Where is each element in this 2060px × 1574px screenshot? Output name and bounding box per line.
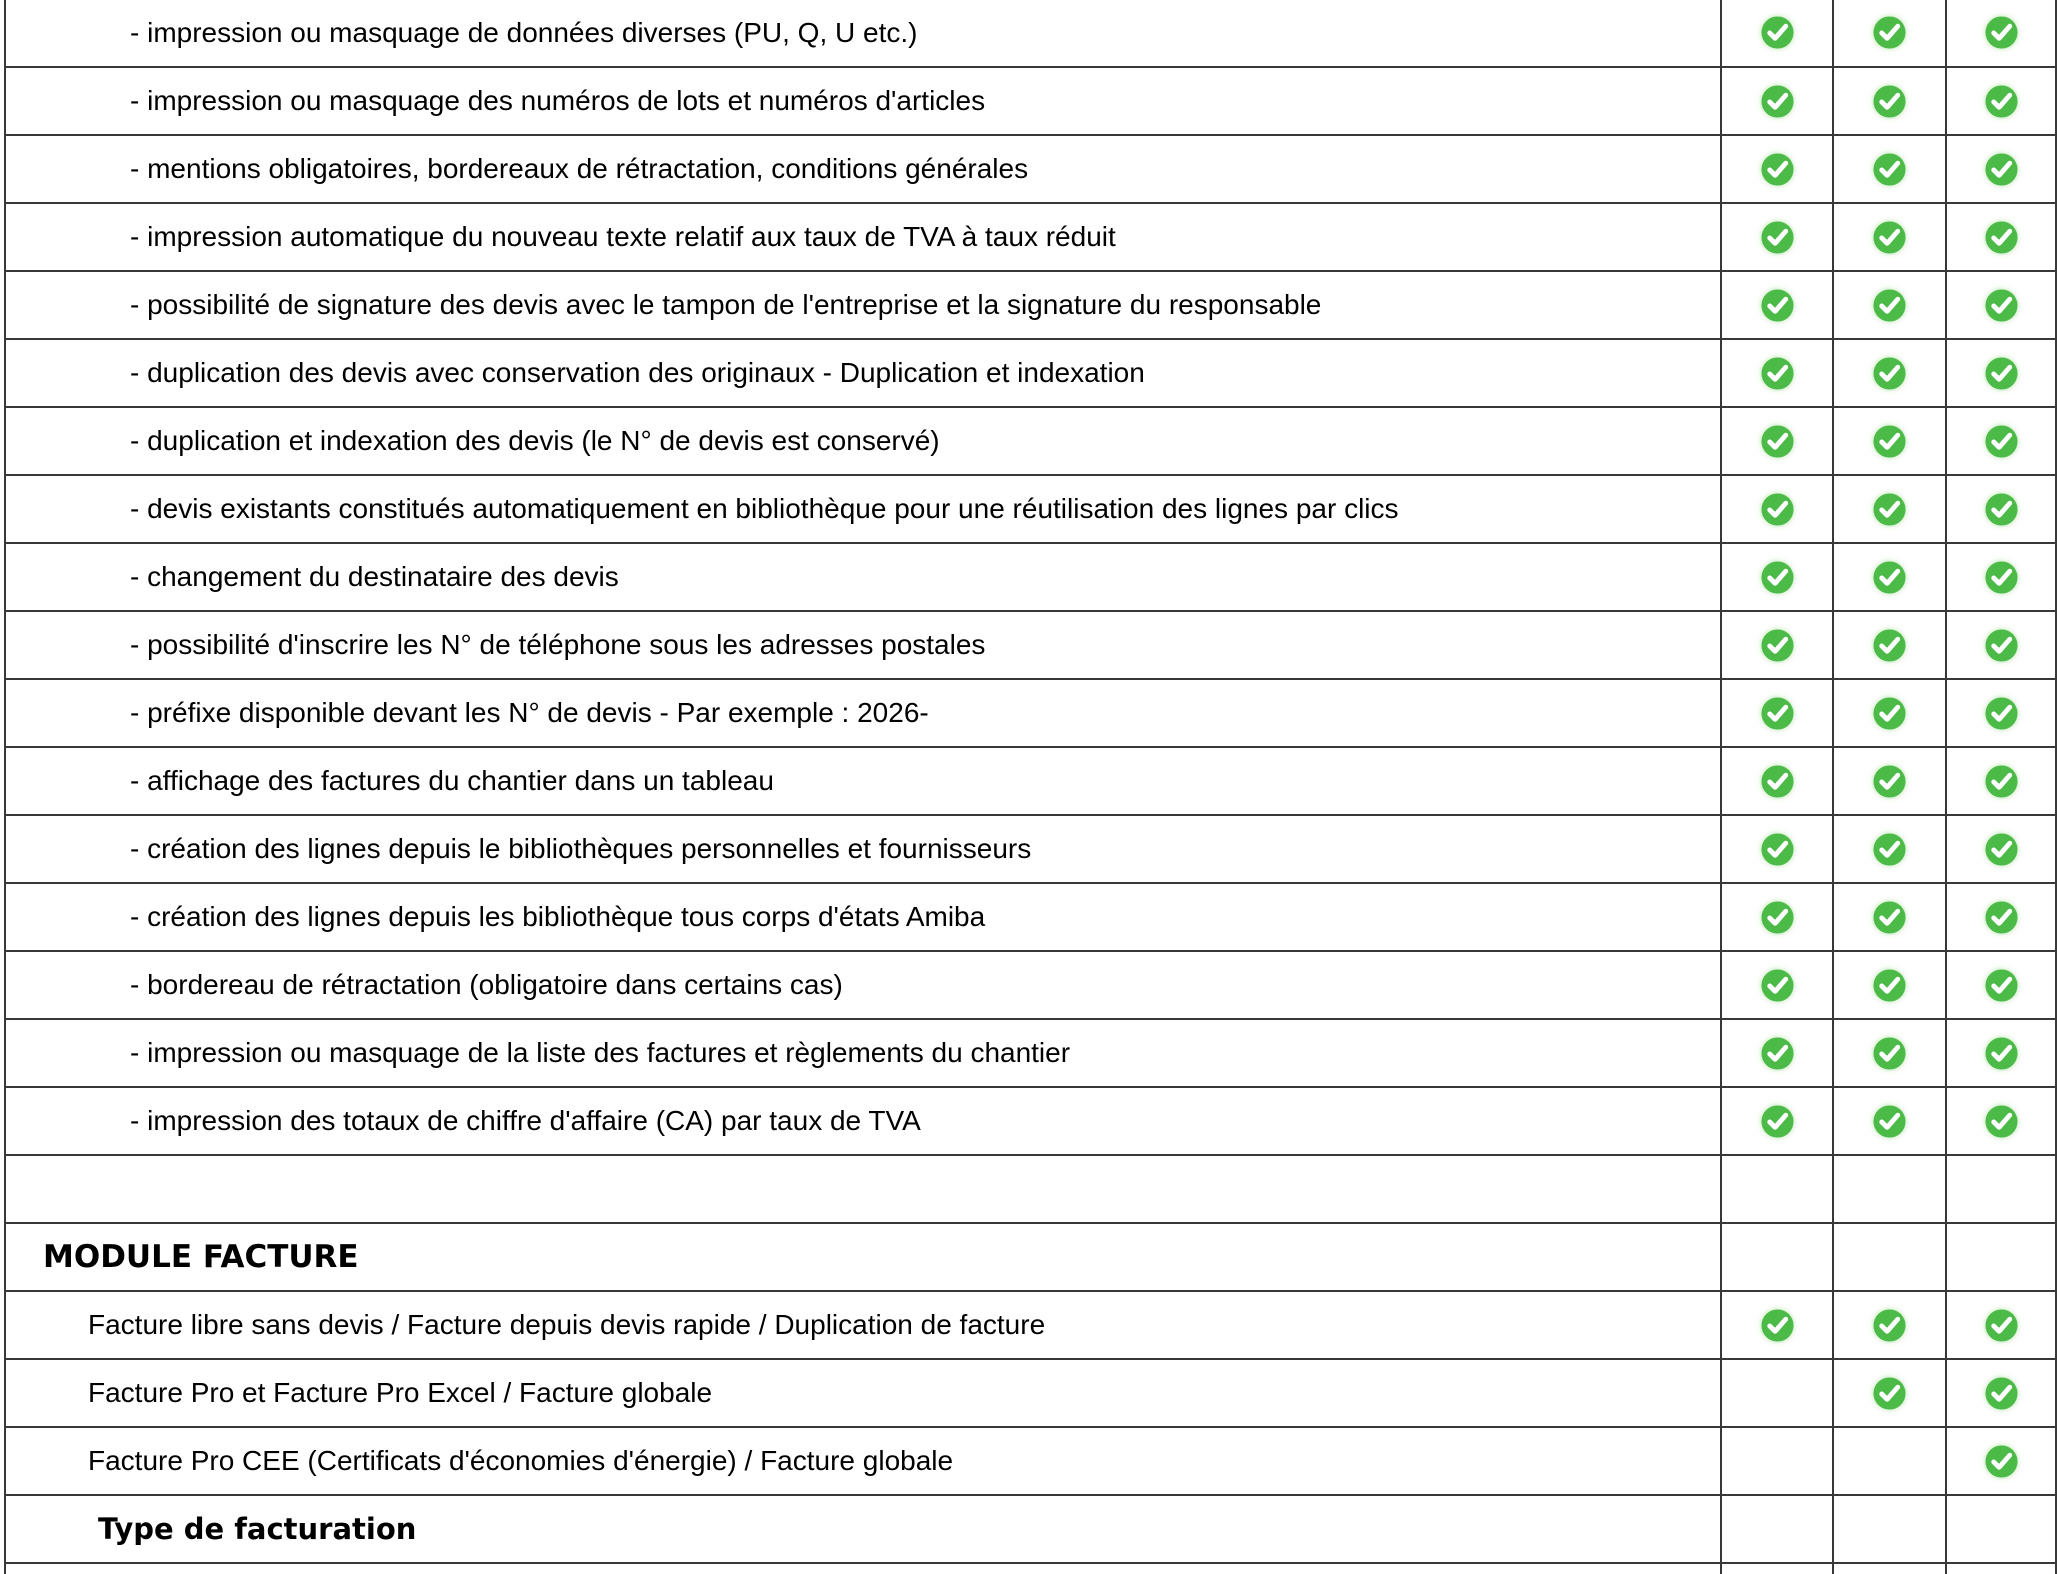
check-icon — [1984, 832, 2019, 867]
plan-2-cell — [1833, 815, 1946, 883]
row-label: - mentions obligatoires, bordereaux de rétractation, conditions générales — [130, 153, 1029, 184]
plan-2-cell — [1833, 747, 1946, 815]
check-icon — [1872, 628, 1907, 663]
plan-1-cell — [1721, 1223, 1833, 1291]
plan-3-cell — [1946, 679, 2056, 747]
feature-label-cell — [5, 0, 1721, 67]
plan-1-cell — [1721, 0, 1833, 67]
check-icon — [1872, 1036, 1907, 1071]
row-label: Type de facturation — [98, 1512, 417, 1546]
row-label: Facture Pro CEE (Certificats d'économies d'énergie) / Facture globale — [88, 1445, 954, 1476]
plan-1-cell — [1721, 543, 1833, 611]
check-icon — [1760, 1104, 1795, 1139]
check-icon — [1872, 696, 1907, 731]
check-icon — [1984, 696, 2019, 731]
feature-label-cell — [5, 1223, 1721, 1291]
table-row — [5, 407, 2056, 475]
plan-1-cell — [1721, 1427, 1833, 1495]
table-row — [5, 1495, 2056, 1563]
feature-label-cell — [5, 1563, 1721, 1574]
feature-label-cell — [5, 475, 1721, 543]
check-icon — [1872, 1308, 1907, 1343]
plan-3-cell — [1946, 1359, 2056, 1427]
feature-label-cell — [5, 1155, 1721, 1223]
feature-label-cell — [5, 271, 1721, 339]
plan-1-cell — [1721, 339, 1833, 407]
plan-1-cell — [1721, 1495, 1833, 1563]
check-icon — [1760, 424, 1795, 459]
check-icon — [1760, 1036, 1795, 1071]
check-icon — [1872, 220, 1907, 255]
feature-label-cell — [5, 67, 1721, 135]
plan-2-cell — [1833, 1019, 1946, 1087]
feature-label-cell — [5, 1087, 1721, 1155]
row-label: - impression des totaux de chiffre d'affaire (CA) par taux de TVA — [130, 1105, 921, 1136]
table-row — [5, 679, 2056, 747]
table-row — [5, 339, 2056, 407]
check-icon — [1984, 1104, 2019, 1139]
feature-label-cell — [5, 815, 1721, 883]
feature-label-cell — [5, 1291, 1721, 1359]
check-icon — [1984, 1036, 2019, 1071]
plan-3-cell — [1946, 815, 2056, 883]
row-label: - possibilité de signature des devis avec le tampon de l'entreprise et la signature du responsable — [130, 289, 1322, 320]
plan-2-cell — [1833, 1495, 1946, 1563]
table-row — [5, 1359, 2056, 1427]
plan-3-cell — [1946, 203, 2056, 271]
table-row — [5, 747, 2056, 815]
check-icon — [1872, 15, 1907, 50]
plan-2-cell — [1833, 1223, 1946, 1291]
plan-2-cell — [1833, 1155, 1946, 1223]
check-icon — [1872, 356, 1907, 391]
check-icon — [1984, 84, 2019, 119]
row-label: - impression ou masquage de données diverses (PU, Q, U etc.) — [130, 16, 918, 48]
plan-2-cell — [1833, 0, 1946, 67]
check-icon — [1872, 152, 1907, 187]
check-icon — [1872, 832, 1907, 867]
plan-2-cell — [1833, 883, 1946, 951]
plan-2-cell — [1833, 1563, 1946, 1574]
table-row — [5, 543, 2056, 611]
table-row — [5, 271, 2056, 339]
check-icon — [1984, 1376, 2019, 1411]
plan-1-cell — [1721, 883, 1833, 951]
check-icon — [1760, 288, 1795, 323]
table-row — [5, 1019, 2056, 1087]
table-row — [5, 951, 2056, 1019]
feature-label-cell — [5, 543, 1721, 611]
feature-label-cell — [5, 1495, 1721, 1563]
feature-label-cell — [5, 1019, 1721, 1087]
plan-1-cell — [1721, 1087, 1833, 1155]
plan-1-cell — [1721, 1359, 1833, 1427]
plan-3-cell — [1946, 67, 2056, 135]
feature-label-cell — [5, 883, 1721, 951]
plan-3-cell — [1946, 1291, 2056, 1359]
row-label: - possibilité d'inscrire les N° de téléphone sous les adresses postales — [130, 629, 986, 660]
check-icon — [1984, 1308, 2019, 1343]
plan-1-cell — [1721, 1019, 1833, 1087]
check-icon — [1760, 968, 1795, 1003]
row-label: - impression ou masquage de la liste des factures et règlements du chantier — [130, 1037, 1071, 1068]
table-row — [5, 611, 2056, 679]
table-row — [5, 883, 2056, 951]
check-icon — [1984, 968, 2019, 1003]
check-icon — [1872, 764, 1907, 799]
row-label: - changement du destinataire des devis — [130, 561, 619, 592]
check-icon — [1760, 152, 1795, 187]
row-label: - création des lignes depuis le bibliothèques personnelles et fournisseurs — [130, 833, 1032, 864]
check-icon — [1760, 1308, 1795, 1343]
row-label: Facture Pro et Facture Pro Excel / Facture globale — [88, 1377, 713, 1408]
table-row — [5, 1291, 2056, 1359]
plan-2-cell — [1833, 1359, 1946, 1427]
plan-3-cell — [1946, 1223, 2056, 1291]
feature-comparison-table — [4, 0, 2057, 1574]
check-icon — [1760, 628, 1795, 663]
plan-2-cell — [1833, 1087, 1946, 1155]
check-icon — [1984, 356, 2019, 391]
plan-3-cell — [1946, 339, 2056, 407]
row-label: - préfixe disponible devant les N° de devis - Par exemple : 2026- — [130, 697, 929, 728]
plan-2-cell — [1833, 271, 1946, 339]
plan-3-cell — [1946, 475, 2056, 543]
table-row — [5, 1155, 2056, 1223]
feature-label-cell — [5, 951, 1721, 1019]
check-icon — [1872, 1104, 1907, 1139]
plan-1-cell — [1721, 135, 1833, 203]
row-label: - création des lignes depuis les bibliothèque tous corps d'états Amiba — [130, 901, 986, 932]
check-icon — [1760, 832, 1795, 867]
check-icon — [1984, 15, 2019, 50]
plan-3-cell — [1946, 271, 2056, 339]
check-icon — [1984, 764, 2019, 799]
check-icon — [1760, 560, 1795, 595]
table-row — [5, 815, 2056, 883]
check-icon — [1984, 288, 2019, 323]
plan-3-cell — [1946, 1087, 2056, 1155]
check-icon — [1760, 492, 1795, 527]
check-icon — [1760, 900, 1795, 935]
plan-2-cell — [1833, 67, 1946, 135]
table-row — [5, 475, 2056, 543]
check-icon — [1872, 288, 1907, 323]
check-icon — [1984, 492, 2019, 527]
table-row — [5, 1563, 2056, 1574]
feature-label-cell — [5, 407, 1721, 475]
plan-3-cell — [1946, 951, 2056, 1019]
plan-1-cell — [1721, 815, 1833, 883]
plan-3-cell — [1946, 407, 2056, 475]
row-label: - duplication des devis avec conservation des originaux - Duplication et indexation — [130, 357, 1145, 388]
check-icon — [1984, 152, 2019, 187]
check-icon — [1760, 15, 1795, 50]
plan-1-cell — [1721, 271, 1833, 339]
check-icon — [1760, 220, 1795, 255]
check-icon — [1760, 764, 1795, 799]
check-icon — [1984, 220, 2019, 255]
plan-3-cell — [1946, 611, 2056, 679]
check-icon — [1760, 356, 1795, 391]
plan-1-cell — [1721, 611, 1833, 679]
plan-1-cell — [1721, 475, 1833, 543]
table-row — [5, 0, 2056, 67]
feature-label-cell — [5, 679, 1721, 747]
plan-1-cell — [1721, 1155, 1833, 1223]
feature-label-cell — [5, 1427, 1721, 1495]
plan-2-cell — [1833, 543, 1946, 611]
check-icon — [1872, 492, 1907, 527]
plan-1-cell — [1721, 747, 1833, 815]
plan-3-cell — [1946, 1495, 2056, 1563]
plan-2-cell — [1833, 611, 1946, 679]
check-icon — [1984, 900, 2019, 935]
row-label: - devis existants constitués automatiquement en bibliothèque pour une réutilisation des lignes par clics — [130, 493, 1399, 524]
check-icon — [1872, 424, 1907, 459]
plan-1-cell — [1721, 203, 1833, 271]
plan-3-cell — [1946, 1019, 2056, 1087]
check-icon — [1760, 84, 1795, 119]
plan-2-cell — [1833, 135, 1946, 203]
plan-3-cell — [1946, 543, 2056, 611]
plan-3-cell — [1946, 135, 2056, 203]
row-label: - affichage des factures du chantier dans un tableau — [130, 765, 774, 796]
plan-2-cell — [1833, 339, 1946, 407]
feature-label-cell — [5, 135, 1721, 203]
plan-2-cell — [1833, 1291, 1946, 1359]
feature-label-cell — [5, 339, 1721, 407]
check-icon — [1984, 628, 2019, 663]
plan-2-cell — [1833, 679, 1946, 747]
row-label: - bordereau de rétractation (obligatoire dans certains cas) — [130, 969, 843, 1000]
plan-3-cell — [1946, 883, 2056, 951]
feature-label-cell — [5, 203, 1721, 271]
plan-1-cell — [1721, 1563, 1833, 1574]
plan-2-cell — [1833, 951, 1946, 1019]
table-row — [5, 67, 2056, 135]
feature-label-cell — [5, 747, 1721, 815]
plan-1-cell — [1721, 679, 1833, 747]
feature-label-cell — [5, 1359, 1721, 1427]
check-icon — [1984, 1444, 2019, 1479]
plan-3-cell — [1946, 1427, 2056, 1495]
table-row — [5, 1223, 2056, 1291]
row-label: - duplication et indexation des devis (le N° de devis est conservé) — [130, 425, 940, 456]
check-icon — [1760, 696, 1795, 731]
plan-2-cell — [1833, 203, 1946, 271]
plan-3-cell — [1946, 1563, 2056, 1574]
check-icon — [1872, 560, 1907, 595]
plan-3-cell — [1946, 747, 2056, 815]
row-label: - impression automatique du nouveau texte relatif aux taux de TVA à taux réduit — [130, 221, 1116, 252]
plan-2-cell — [1833, 407, 1946, 475]
table-row — [5, 135, 2056, 203]
plan-1-cell — [1721, 407, 1833, 475]
row-label: - impression ou masquage des numéros de lots et numéros d'articles — [130, 85, 986, 116]
row-label: MODULE FACTURE — [43, 1239, 359, 1275]
table-row — [5, 1087, 2056, 1155]
plan-1-cell — [1721, 951, 1833, 1019]
plan-1-cell — [1721, 67, 1833, 135]
check-icon — [1984, 424, 2019, 459]
plan-2-cell — [1833, 1427, 1946, 1495]
plan-2-cell — [1833, 475, 1946, 543]
plan-3-cell — [1946, 0, 2056, 67]
check-icon — [1984, 560, 2019, 595]
check-icon — [1872, 968, 1907, 1003]
table-row — [5, 203, 2056, 271]
plan-3-cell — [1946, 1155, 2056, 1223]
row-label: Facture libre sans devis / Facture depuis devis rapide / Duplication de facture — [88, 1309, 1046, 1340]
check-icon — [1872, 900, 1907, 935]
check-icon — [1872, 84, 1907, 119]
comparison-table-body — [5, 0, 2056, 1574]
check-icon — [1872, 1376, 1907, 1411]
plan-1-cell — [1721, 1291, 1833, 1359]
feature-label-cell — [5, 611, 1721, 679]
table-row — [5, 1427, 2056, 1495]
